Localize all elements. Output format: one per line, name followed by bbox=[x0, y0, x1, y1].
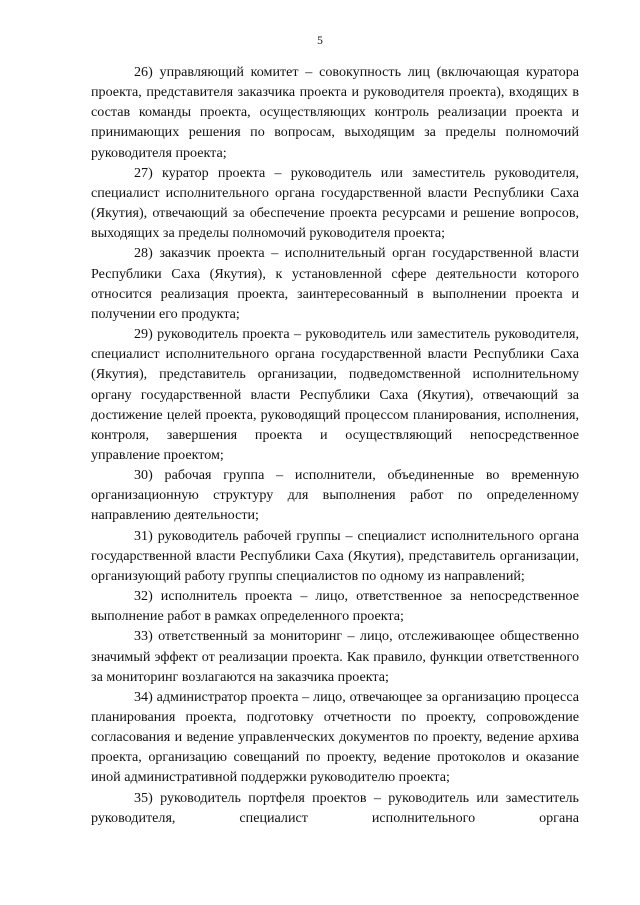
definition-paragraph-31: 31) руководитель рабочей группы – специалист исполнительного органа государственной власти Республики Саха (Якутия), представитель организации, организующий работу группы специалистов по одному из направлений; bbox=[91, 527, 579, 584]
definition-paragraph-28: 28) заказчик проекта – исполнительный орган государственной власти Республики Саха (Якутия), к установленной сфере деятельности которого относится реализация проекта, заинтересованный в выполнении проекта и получении его продукта; bbox=[91, 245, 579, 322]
definition-paragraph-32: 32) исполнитель проекта – лицо, ответственное за непосредственное выполнение работ в рамках определенного проекта; bbox=[91, 588, 579, 625]
document-body bbox=[91, 62, 579, 828]
page-number: 5 bbox=[317, 35, 323, 47]
definition-paragraph-29: 29) руководитель проекта – руководитель или заместитель руководителя, специалист исполнительного органа государственной власти Республики Саха (Якутия), представитель организации, подведомственной исполнительному органу государственной власти Республики Саха (Якутия), отвечающий за достижение целей проекта, руководящий процессом планирования, исполнения, контроля, завершения проекта и осуществляющий непосредственное управление проектом; bbox=[91, 326, 579, 463]
definition-paragraph-35: 35) руководитель портфеля проектов – руководитель или заместитель руководителя, специалист исполнительного органа bbox=[91, 789, 579, 826]
definition-paragraph-26: 26) управляющий комитет – совокупность лиц (включающая куратора проекта, представителя заказчика проекта и руководителя проекта), входящих в состав команды проекта, осуществляющих контроль реализации проекта и принимающих решения по вопросам, выходящим за пределы полномочий руководителя проекта; bbox=[91, 64, 579, 161]
definition-paragraph-34: 34) администратор проекта – лицо, отвечающее за организацию процесса планирования проекта, подготовку отчетности по проекту, сопровождение согласования и ведение управленческих документов по проекту, ведение архива проекта, организацию совещаний по проекту, ведение протоколов и оказание иной административной поддержки руководителю проекта; bbox=[91, 688, 579, 786]
definition-paragraph-30: 30) рабочая группа – исполнители, объединенные во временную организационную структуру для выполнения работ по определенному направлению деятельности; bbox=[91, 467, 579, 524]
definition-paragraph-27: 27) куратор проекта – руководитель или заместитель руководителя, специалист исполнительного органа государственной власти Республики Саха (Якутия), отвечающий за обеспечение проекта ресурсами и решение вопросов, выходящих за пределы полномочий руководителя проекта; bbox=[91, 164, 579, 242]
definition-paragraph-33: 33) ответственный за мониторинг – лицо, отслеживающее общественно значимый эффект от реализации проекта. Как правило, функции ответственного за мониторинг возлагаются на заказчика проекта; bbox=[91, 628, 579, 685]
